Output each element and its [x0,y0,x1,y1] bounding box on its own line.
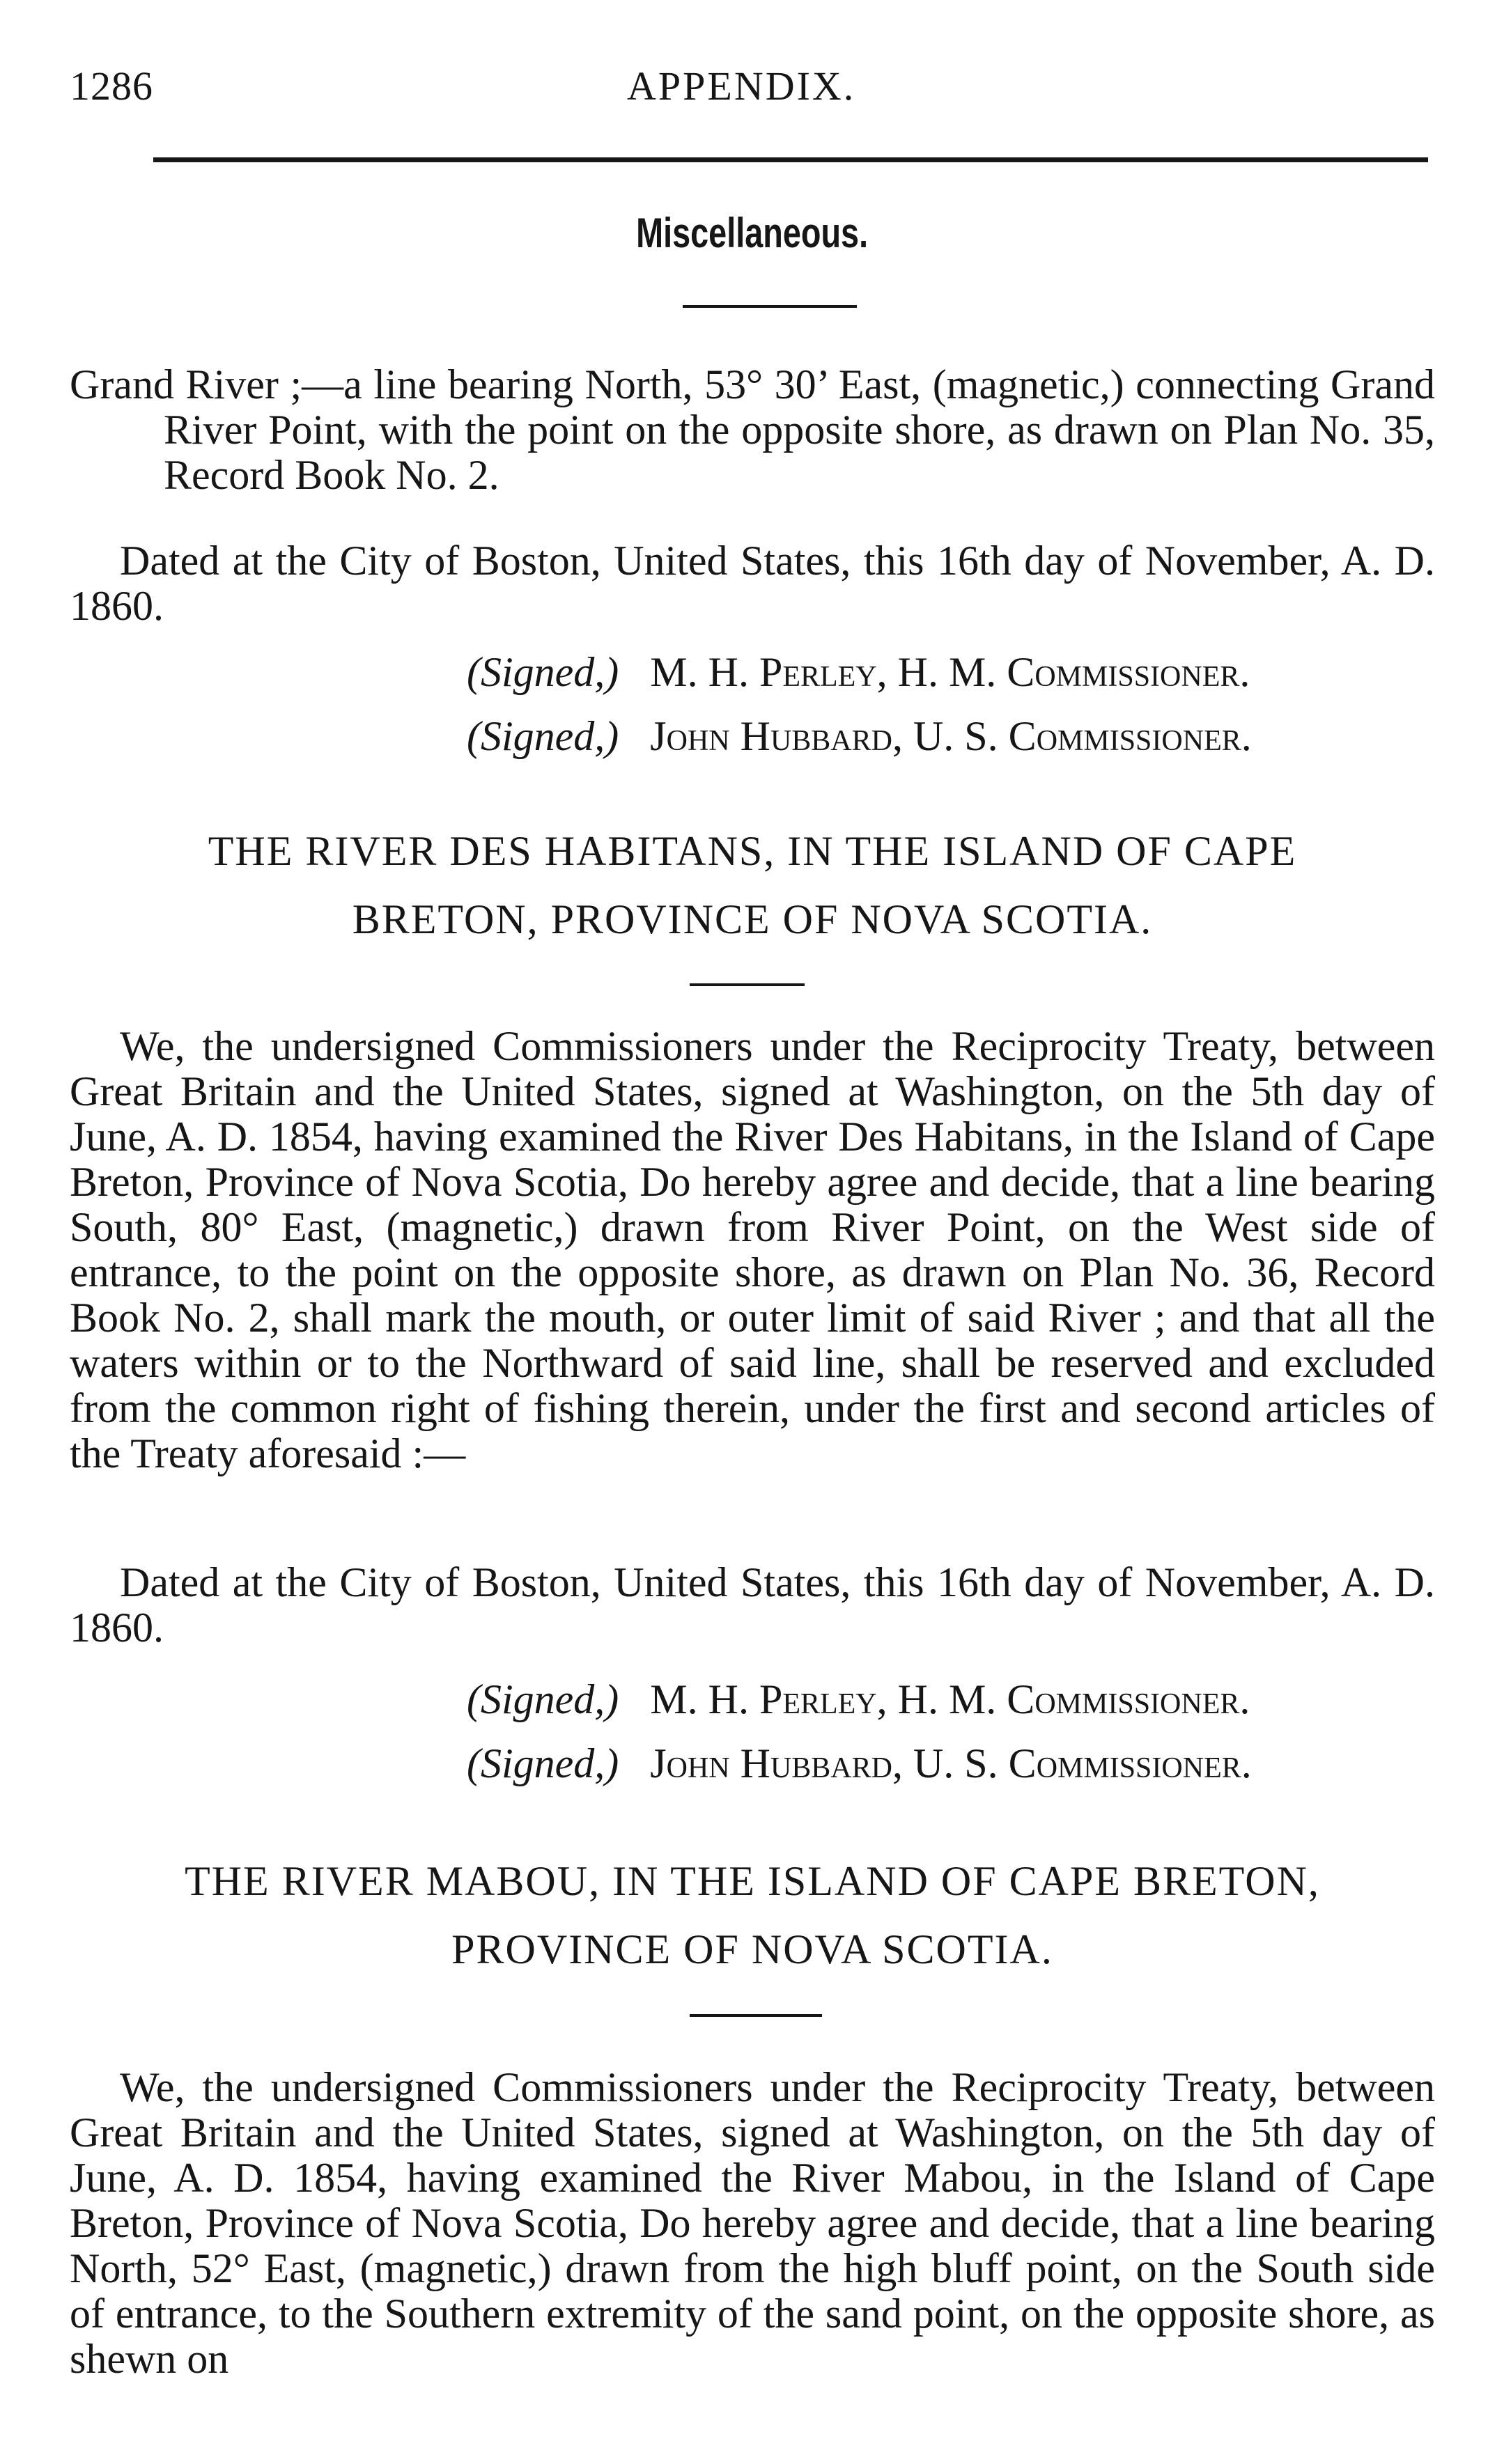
section-title: Miscellaneous. [636,210,869,256]
header-rule [153,157,1428,162]
heading-divider [690,2014,822,2017]
signed-label: (Signed,) [467,1676,619,1722]
signatory-name: John Hubbard, U. S. Commissioner. [650,713,1252,759]
section-divider [683,305,857,308]
signed-label: (Signed,) [467,713,619,759]
mabou-paragraph: We, the undersigned Commissioners under the Reciprocity Treaty, between Great Britain and the United States, signed at Washington, on the 5th day of June, A. D. 1854, having examined the River Mabou, in the Island of Cape Breton, Province of Nova Scotia, Do hereby agree and decide, that a line bearing North, 52° East, (magnetic,) drawn from the high bluff point, on the South side of entrance, to the Southern extremity of the sand point, on the opposite shore, as shewn on [70,2064,1435,2382]
running-head [70,42,1435,118]
grand-river-dated: Dated at the City of Boston, United States, this 16th day of November, A. D. 1860. [70,538,1435,629]
heading-line: THE RIVER DES HABITANS, IN THE ISLAND OF CAPE [208,828,1297,874]
mabou-heading [70,1847,1435,1983]
heading-line: PROVINCE OF NOVA SCOTIA. [451,1926,1053,1972]
signature-line-perley [467,1675,1442,1724]
signed-label: (Signed,) [467,1740,619,1786]
grand-river-paragraph: Grand River ;—a line bearing North, 53° 30’ East, (magnetic,) connecting Grand River Point, with the point on the opposite shore, as drawn on Plan No. 35, Record Book No. 2. [70,361,1435,498]
heading-line: BRETON, PROVINCE OF NOVA SCOTIA. [352,896,1153,942]
habitans-paragraph: We, the undersigned Commissioners under the Reciprocity Treaty, between Great Britain and the United States, signed at Washington, on the 5th day of June, A. D. 1854, having examined the River Des Habitans, in the Island of Cape Breton, Province of Nova Scotia, Do hereby agree and decide, that a line bearing South, 80° East, (magnetic,) drawn from River Point, on the West side of entrance, to the point on the opposite shore, as drawn on Plan No. 36, Record Book No. 2, shall mark the mouth, or outer limit of said River ; and that all the waters within or to the Northward of said line, shall be reserved and excluded from the common right of fishing therein, under the first and second articles of the Treaty aforesaid :— [70,1023,1435,1476]
habitans-dated: Dated at the City of Boston, United States, this 16th day of November, A. D. 1860. [70,1559,1435,1651]
heading-line: THE RIVER MABOU, IN THE ISLAND OF CAPE BRETON, [185,1858,1320,1904]
signatory-name: M. H. Perley, H. M. Commissioner. [650,1676,1250,1722]
heading-divider [690,983,805,986]
running-title: APPENDIX. [627,63,856,109]
habitans-heading [70,817,1435,953]
signature-line-perley [467,648,1442,696]
signed-label: (Signed,) [467,649,619,695]
signature-line-hubbard [467,1739,1442,1788]
signature-line-hubbard [467,712,1442,761]
signatory-name: M. H. Perley, H. M. Commissioner. [650,649,1250,695]
page-number: 1286 [70,63,153,109]
signatory-name: John Hubbard, U. S. Commissioner. [650,1740,1252,1786]
